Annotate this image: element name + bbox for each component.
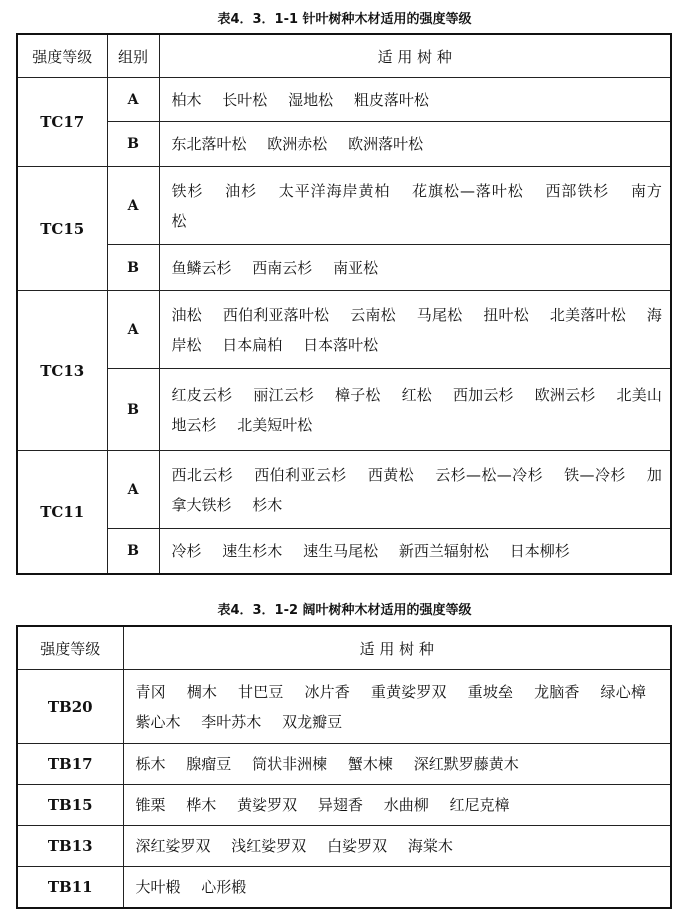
group-cell: A (107, 167, 159, 245)
table-row (17, 529, 671, 574)
species-name: 水曲柳 (383, 796, 429, 814)
species-name: 西南云杉 (252, 258, 313, 277)
grade-cell: TB17 (17, 744, 123, 785)
species-name: 花旗松—落叶松 (412, 181, 524, 200)
species-cell (123, 785, 671, 826)
table-row (17, 167, 671, 245)
species-name: 青冈 (135, 682, 166, 701)
species-name: 加拿大铁杉 (171, 465, 662, 514)
species-name: 西加云杉 (452, 385, 514, 404)
table-row (17, 78, 671, 122)
species-name: 重坡垒 (467, 682, 514, 701)
grade-cell: TC15 (17, 167, 107, 291)
species-name: 速生马尾松 (303, 541, 379, 560)
species-name: 日本落叶松 (303, 335, 379, 354)
species-name: 重黄娑罗双 (370, 682, 447, 701)
table-row (17, 867, 671, 909)
table-row (17, 369, 671, 451)
species-cell (159, 529, 671, 574)
species-name: 甘巴豆 (238, 682, 284, 701)
species-name: 西北云杉 (171, 465, 234, 484)
group-cell: B (107, 122, 159, 167)
species-name: 新西兰辐射松 (398, 541, 489, 560)
species-name: 蟹木楝 (347, 755, 393, 773)
species-cell (159, 291, 671, 369)
grade-cell: TB15 (17, 785, 123, 826)
species-name: 红松 (401, 385, 432, 404)
species-cell (159, 369, 671, 451)
species-name: 腺瘤豆 (186, 755, 232, 773)
table-row (17, 744, 671, 785)
softwood-strength-table (16, 33, 672, 575)
table2-header-row (17, 626, 671, 670)
species-name: 西伯利亚云杉 (254, 465, 347, 484)
species-name: 油杉 (225, 181, 258, 200)
species-name: 欧洲落叶松 (348, 135, 424, 153)
species-cell (159, 167, 671, 245)
species-name: 深红娑罗双 (135, 837, 211, 855)
grade-cell: TB20 (17, 670, 123, 744)
species-name: 云南松 (350, 305, 396, 324)
table-row (17, 122, 671, 167)
species-name: 紫心木 (135, 712, 181, 731)
species-name: 海棠木 (407, 837, 453, 855)
grade-cell: TC13 (17, 291, 107, 451)
species-name: 心形椴 (201, 878, 247, 896)
species-cell (159, 245, 671, 291)
table1-caption: 表4．3．1-1 针叶树种木材适用的强度等级 (217, 12, 472, 27)
species-name: 铁杉 (171, 181, 204, 200)
species-name: 湿地松 (288, 90, 334, 109)
species-name: 绿心樟 (600, 682, 646, 701)
group-cell: A (107, 291, 159, 369)
hardwood-strength-table (16, 625, 672, 909)
species-name: 太平洋海岸黄柏 (278, 181, 391, 200)
species-name: 鱼鳞云杉 (171, 258, 232, 277)
table-row (17, 245, 671, 291)
header-species: 适 用 树 种 (123, 626, 671, 670)
species-name: 速生杉木 (222, 541, 283, 560)
species-cell (159, 122, 671, 167)
species-name: 龙脑香 (534, 682, 580, 701)
species-name: 黄娑罗双 (237, 796, 298, 814)
species-name: 欧洲赤松 (267, 135, 328, 153)
species-cell (159, 451, 671, 529)
species-name: 红皮云杉 (171, 385, 233, 404)
species-name: 马尾松 (416, 305, 463, 324)
species-name: 长叶松 (222, 90, 268, 109)
species-name: 油松 (171, 305, 202, 324)
species-name: 樟子松 (335, 385, 381, 404)
species-name: 日本扁柏 (222, 335, 283, 354)
table-row (17, 670, 671, 744)
species-name: 大叶椴 (135, 878, 181, 896)
table2-caption: 表4．3．1-2 阔叶树种木材适用的强度等级 (217, 603, 472, 618)
species-name: 李叶苏木 (201, 712, 262, 731)
grade-cell: TB11 (17, 867, 123, 909)
species-name: 西部铁杉 (545, 181, 610, 200)
species-name: 冰片香 (304, 682, 350, 701)
species-cell (123, 867, 671, 909)
species-name: 南亚松 (333, 258, 379, 277)
species-cell (123, 744, 671, 785)
species-name: 粗皮落叶松 (353, 90, 429, 109)
species-name: 杉木 (252, 495, 283, 514)
species-name: 双龙瓣豆 (282, 712, 343, 731)
header-grade: 强度等级 (17, 626, 123, 670)
species-cell (123, 670, 671, 744)
table1-header-row (17, 34, 671, 78)
species-name: 北美落叶松 (549, 305, 626, 324)
group-cell: B (107, 369, 159, 451)
species-name: 丽江云杉 (253, 385, 315, 404)
species-name: 白娑罗双 (327, 837, 388, 855)
species-name: 异翅香 (317, 796, 363, 814)
group-cell: A (107, 451, 159, 529)
species-cell (123, 826, 671, 867)
grade-cell: TC17 (17, 78, 107, 167)
species-name: 扭叶松 (483, 305, 529, 324)
species-name: 西伯利亚落叶松 (222, 305, 330, 324)
species-name: 东北落叶松 (171, 135, 247, 153)
species-name: 桦木 (186, 796, 217, 814)
species-name: 日本柳杉 (509, 541, 570, 560)
header-group: 组别 (107, 34, 159, 78)
species-name: 南方松 (171, 181, 662, 230)
species-name: 深红默罗藤黄木 (413, 755, 519, 773)
species-name: 冷杉 (171, 541, 202, 560)
table-row (17, 826, 671, 867)
group-cell: A (107, 78, 159, 122)
grade-cell: TC11 (17, 451, 107, 574)
species-name: 红尼克樟 (449, 796, 510, 814)
species-name: 锥栗 (135, 796, 166, 814)
species-name: 西黄松 (367, 465, 415, 484)
species-name: 铁—冷杉 (564, 465, 626, 484)
species-name: 北美短叶松 (237, 415, 313, 434)
group-cell: B (107, 529, 159, 574)
species-name: 筒状非洲楝 (252, 755, 328, 773)
species-name: 北美山地云杉 (171, 385, 662, 434)
species-name: 欧洲云杉 (534, 385, 596, 404)
species-name: 海岸松 (171, 305, 662, 354)
table-row (17, 291, 671, 369)
species-name: 云杉—松—冷杉 (435, 465, 543, 484)
grade-cell: TB13 (17, 826, 123, 867)
species-name: 柏木 (171, 90, 202, 109)
table-row (17, 451, 671, 529)
header-species: 适 用 树 种 (159, 34, 671, 78)
group-cell: B (107, 245, 159, 291)
header-grade: 强度等级 (17, 34, 107, 78)
table-row (17, 785, 671, 826)
species-name: 栎木 (135, 755, 166, 773)
species-name: 椆木 (186, 682, 218, 701)
species-cell (159, 78, 671, 122)
species-name: 浅红娑罗双 (231, 837, 307, 855)
